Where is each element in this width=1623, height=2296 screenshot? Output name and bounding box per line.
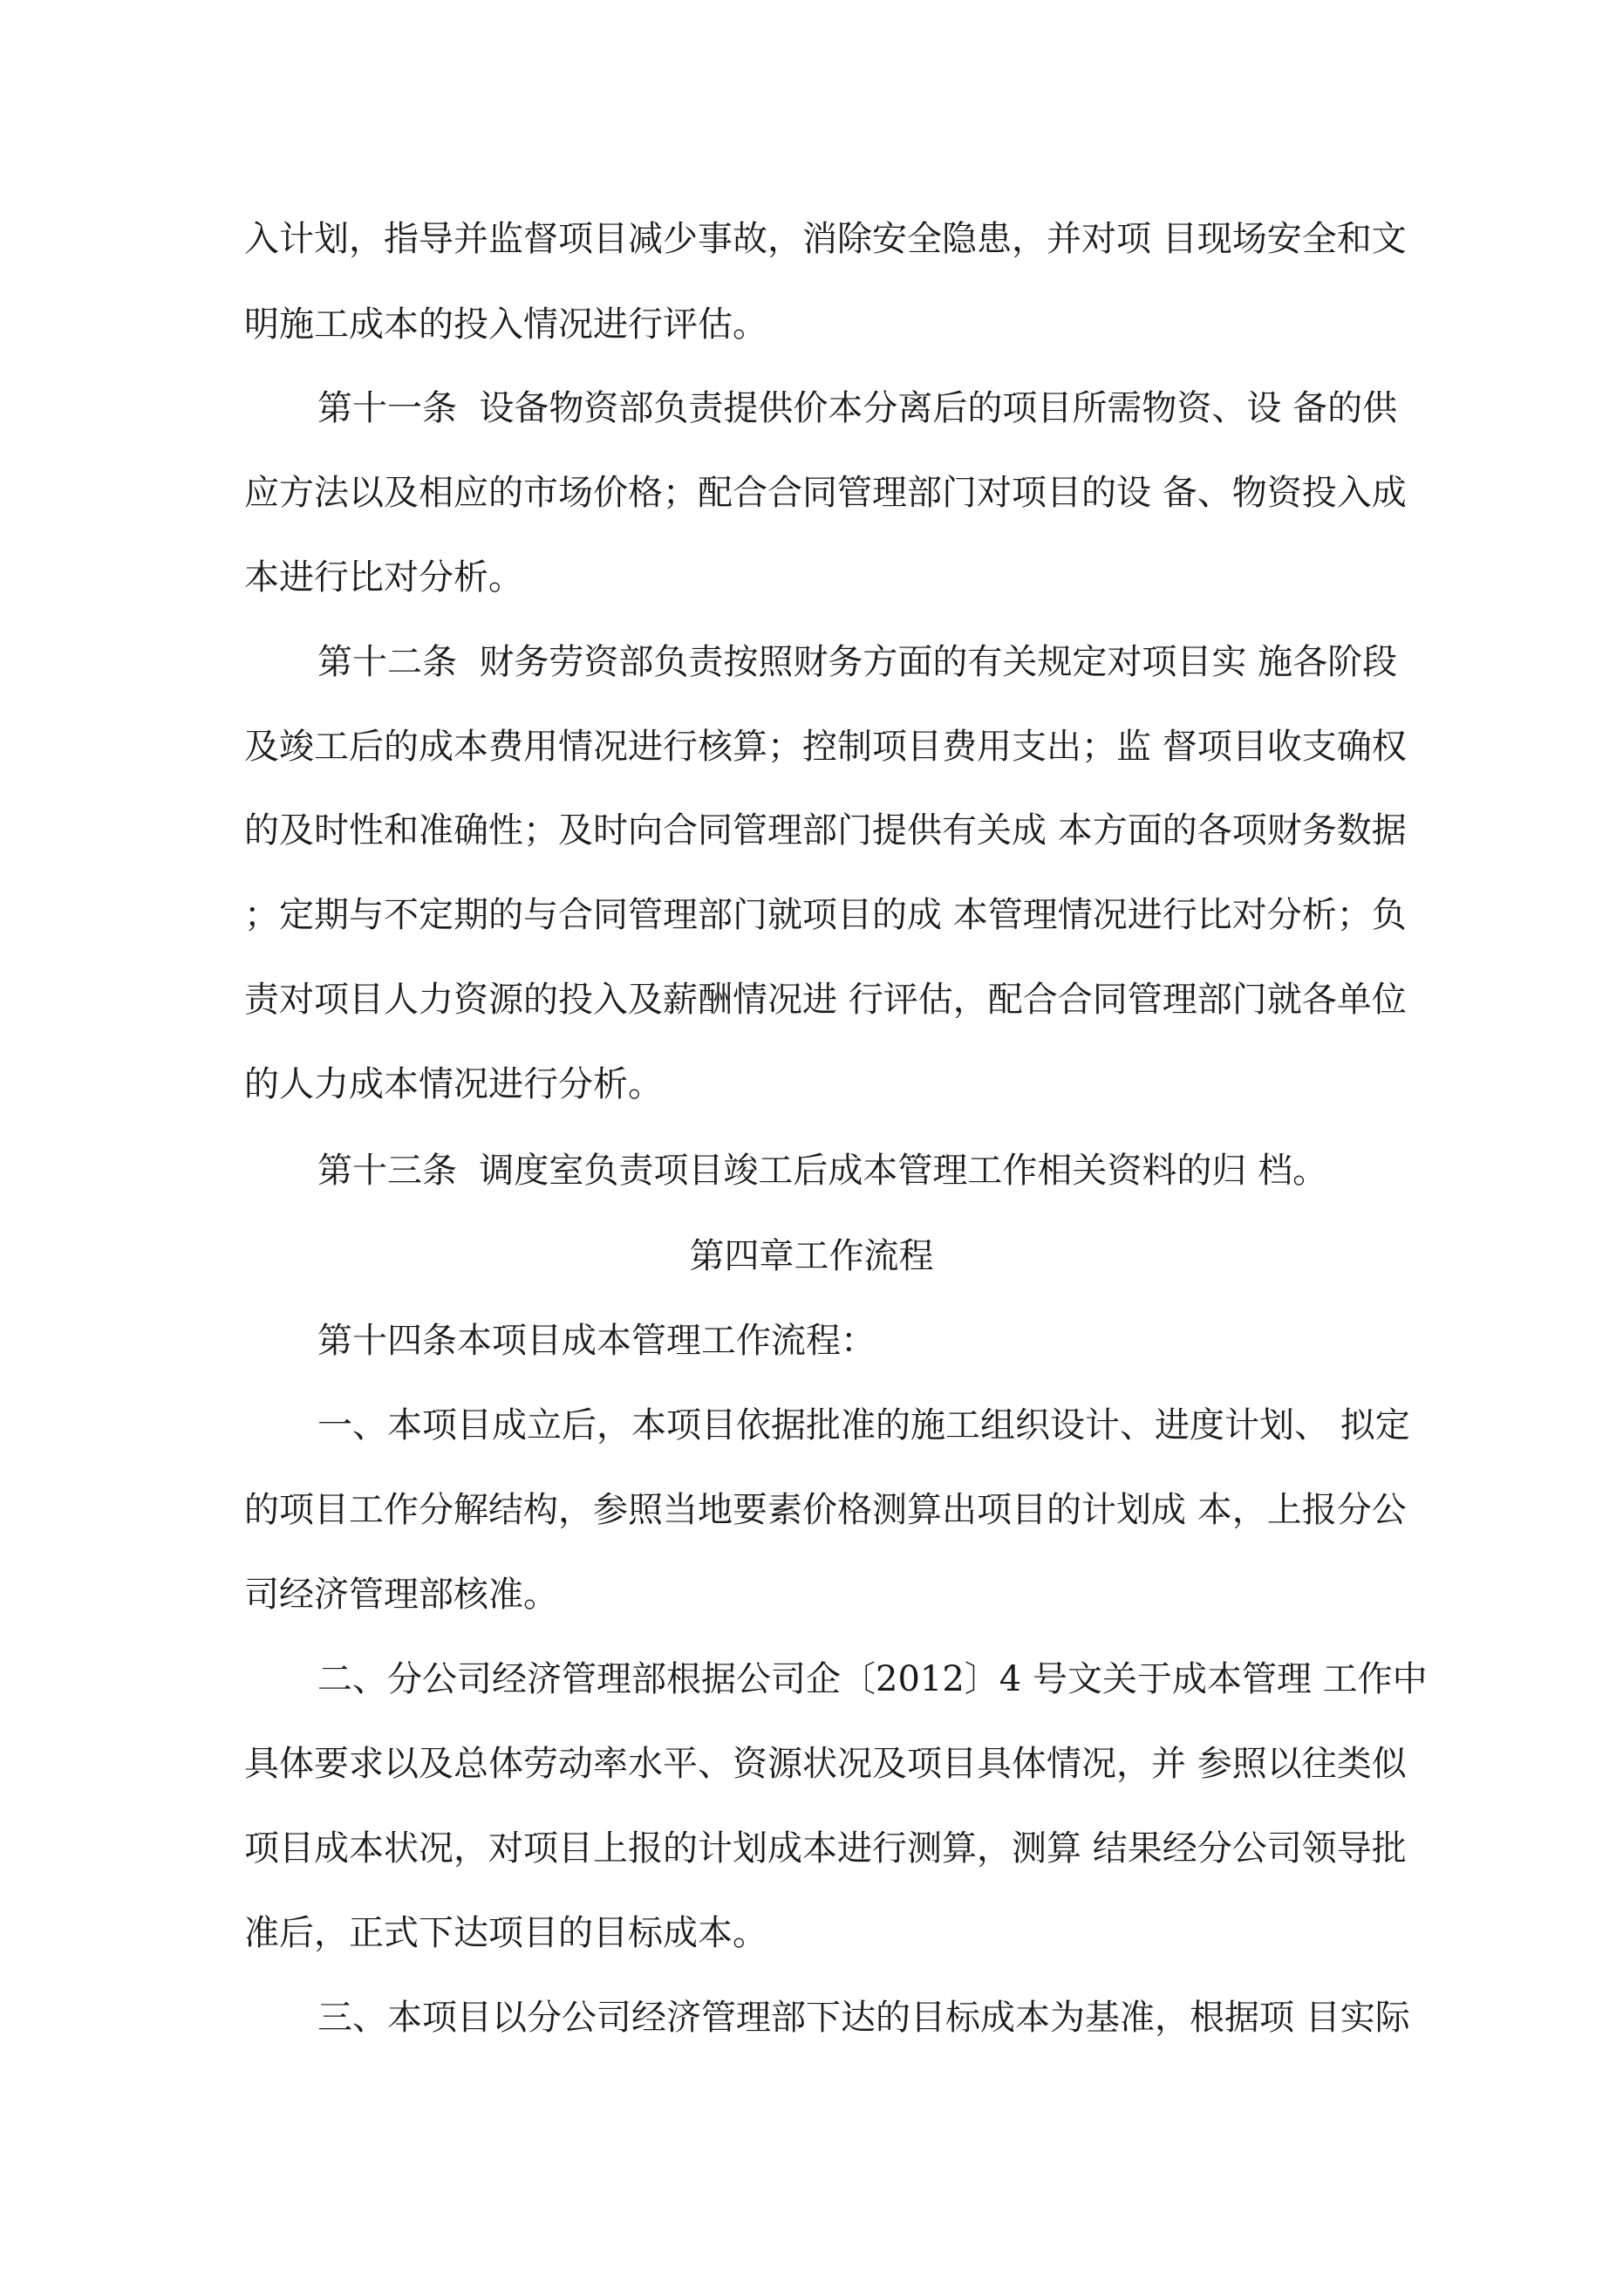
text-line: 项目成本状况，对项目上报的计划成本进行测算，测算 结果经分公司领导批 — [244, 1828, 1407, 1869]
text-line: 司经济管理部核准。 — [244, 1575, 558, 1615]
article-13-line: 第十三条 调度室负责项目竣工后成本管理工作相关资料的归 档。 — [317, 1151, 1328, 1191]
text-line: 入计划，指导并监督项目减少事故，消除安全隐患，并对项 目现场安全和文 — [244, 219, 1407, 259]
text-line: 明施工成本的投入情况进行评估。 — [244, 304, 767, 345]
text-line: 的项目工作分解结构，参照当地要素价格测算出项目的计划成 本，上报分公 — [244, 1490, 1407, 1530]
article-12-line: 第十二条 财务劳资部负责按照财务方面的有关规定对项目实 施各阶段 — [317, 642, 1398, 682]
item-1-line: 一、本项目成立后，本项目依据批准的施工组织设计、进度计划、 拟定 — [317, 1405, 1410, 1445]
text-line: 应方法以及相应的市场价格；配合合同管理部门对项目的设 备、物资投入成 — [244, 473, 1407, 513]
text-line: 准后，正式下达项目的目标成本。 — [244, 1913, 767, 1953]
article-11-line: 第十一条 设备物资部负责提供价本分离后的项目所需物资、设 备的供 — [317, 388, 1398, 428]
chapter-heading: 第四章工作流程 — [689, 1236, 934, 1276]
text-line: 的及时性和准确性；及时向合同管理部门提供有关成 本方面的各项财务数据 — [244, 810, 1407, 851]
text-line: 具体要求以及总体劳动率水平、资源状况及项目具体情况，并 参照以往类似 — [244, 1744, 1407, 1784]
text-line: ；定期与不定期的与合同管理部门就项目的成 本管理情况进行比对分析；负 — [244, 895, 1407, 935]
article-14-line: 第十四条本项目成本管理工作流程： — [317, 1321, 876, 1361]
text-line: 及竣工后的成本费用情况进行核算；控制项目费用支出；监 督项目收支确权 — [244, 727, 1407, 767]
text-line: 责对项目人力资源的投入及薪酬情况进 行评估，配合合同管理部门就各单位 — [244, 980, 1407, 1020]
item-2-line: 二、分公司经济管理部根据公司企〔2012〕4 号文关于成本管理 工作中 — [317, 1659, 1428, 1699]
item-3-line: 三、本项目以分公司经济管理部下达的目标成本为基准，根据项 目实际 — [317, 1998, 1410, 2038]
text-line: 的人力成本情况进行分析。 — [244, 1064, 663, 1104]
text-line: 本进行比对分析。 — [244, 557, 523, 598]
